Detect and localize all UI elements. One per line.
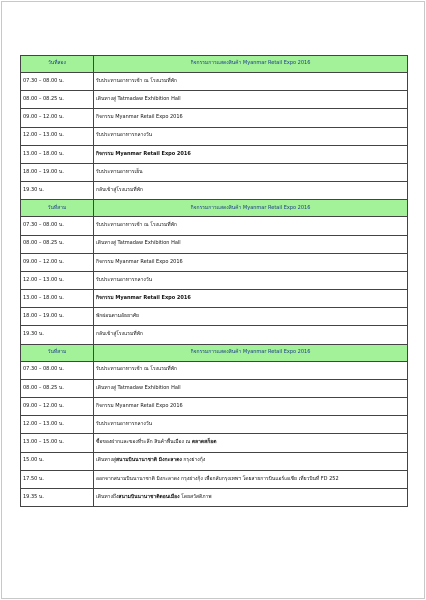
activity-cell (94, 127, 408, 145)
activity-text-after: โดยสวัสดิภาพ (179, 493, 212, 500)
schedule-row (21, 308, 408, 326)
activity-text: ซื้อของฝากและของที่ระลึก สินค้าพื้นเมือง ณ (96, 439, 192, 446)
schedule-row (21, 182, 408, 200)
schedule-row (21, 379, 408, 397)
schedule-row (21, 452, 408, 470)
time-cell: 12.00 – 13.00 น. (21, 271, 94, 289)
activity-text-after: กรุงย่างกุ้ง (181, 457, 206, 464)
activity-cell (94, 416, 408, 434)
schedule-row (21, 488, 408, 506)
activity-cell (94, 452, 408, 470)
day-label: วันที่สอง (21, 56, 94, 73)
schedule-row (21, 235, 408, 253)
time-cell: 19.30 น. (21, 182, 94, 200)
schedule-row (21, 163, 408, 181)
activity-text: เดินทางสู่ Tatmadaw Exhibition Hall (96, 384, 181, 391)
activity-cell (94, 217, 408, 235)
schedule-row (21, 91, 408, 109)
time-cell: 07.30 – 08.00 น. (21, 361, 94, 379)
schedule-table (20, 55, 408, 507)
activity-text: รับประทานอาหารเย็น (96, 168, 143, 175)
activity-text: เดินทางสู่ Tatmadaw Exhibition Hall (96, 240, 181, 247)
activity-cell (94, 290, 408, 308)
schedule-row (21, 361, 408, 379)
activity-highlight: สนามบินนานาชาติดอนเมือง (118, 493, 180, 500)
activity-text: เดินทางถึง (96, 493, 119, 500)
time-cell: 09.00 – 12.00 น. (21, 398, 94, 416)
activity-text: กิจกรรม Myanmar Retail Expo 2016 (96, 258, 183, 265)
time-cell: 17.50 น. (21, 470, 94, 488)
activity-text: พักผ่อนตามอัธยาศัย (96, 313, 139, 320)
activity-cell (94, 145, 408, 163)
activity-cell (94, 253, 408, 271)
activity-text: รับประทานอาหารเช้า ณ โรงแรมที่พัก (96, 366, 177, 373)
activity-cell (94, 91, 408, 109)
time-cell: 09.00 – 12.00 น. (21, 253, 94, 271)
activity-text: กลับเข้าสู่โรงแรมที่พัก (96, 186, 143, 193)
schedule-row (21, 145, 408, 163)
time-cell: 08.00 – 08.25 น. (21, 235, 94, 253)
schedule-row (21, 434, 408, 452)
activity-cell (94, 434, 408, 452)
time-cell: 08.00 – 08.25 น. (21, 91, 94, 109)
activity-text: รับประทานอาหารกลางวัน (96, 276, 153, 283)
time-cell: 13.00 – 15.00 น. (21, 434, 94, 452)
schedule-row (21, 271, 408, 289)
activity-highlight: สนามบินนานาชาติ มิงกะลาดง (115, 457, 182, 464)
time-cell: 07.30 – 08.00 น. (21, 217, 94, 235)
activity-text: กิจกรรม Myanmar Retail Expo 2016 (96, 114, 183, 121)
activity-highlight: กิจกรรม Myanmar Retail Expo 2016 (96, 294, 191, 301)
activity-cell (94, 235, 408, 253)
activity-cell (94, 109, 408, 127)
time-cell: 19.35 น. (21, 488, 94, 506)
schedule-row (21, 326, 408, 344)
activity-cell (94, 271, 408, 289)
time-cell: 18.00 – 19.00 น. (21, 308, 94, 326)
time-cell: 12.00 – 13.00 น. (21, 416, 94, 434)
activity-text: กิจกรรม Myanmar Retail Expo 2016 (96, 402, 183, 409)
activity-header: กิจกรรมการแสดงสินค้า Myanmar Retail Expo 2016 (94, 344, 408, 361)
activity-text: ออกจากสนามบินนานาชาติ มิงกะลาดง กรุงย่างกุ้ง เพื่อกลับกรุงเทพฯ โดยสายการบินแอร์เอเชีย เที่ยวบินที่ FD 252 (96, 475, 339, 482)
activity-cell (94, 361, 408, 379)
day-label: วันที่สาม (21, 344, 94, 361)
schedule-row (21, 290, 408, 308)
activity-cell (94, 326, 408, 344)
activity-highlight: ตลาดสก็อต (191, 439, 217, 446)
schedule-row (21, 398, 408, 416)
activity-cell (94, 379, 408, 397)
activity-highlight: กิจกรรม Myanmar Retail Expo 2016 (96, 150, 191, 157)
schedule-row (21, 109, 408, 127)
day-header-row (21, 56, 408, 73)
time-cell: 13.00 – 18.00 น. (21, 145, 94, 163)
activity-text: รับประทานอาหารเช้า ณ โรงแรมที่พัก (96, 77, 177, 84)
activity-text: รับประทานอาหารเช้า ณ โรงแรมที่พัก (96, 222, 177, 229)
activity-text: เดินทางสู่ Tatmadaw Exhibition Hall (96, 96, 181, 103)
activity-header: กิจกรรมการแสดงสินค้า Myanmar Retail Expo 2016 (94, 200, 408, 217)
time-cell: 13.00 – 18.00 น. (21, 290, 94, 308)
activity-cell (94, 308, 408, 326)
day-header-row (21, 344, 408, 361)
time-cell: 18.00 – 19.00 น. (21, 163, 94, 181)
schedule-row (21, 416, 408, 434)
schedule-row (21, 217, 408, 235)
activity-cell (94, 470, 408, 488)
schedule-row (21, 73, 408, 91)
activity-cell (94, 73, 408, 91)
activity-text: เดินทางสู่ (96, 457, 116, 464)
schedule-row (21, 127, 408, 145)
activity-text: รับประทานอาหารกลางวัน (96, 421, 153, 428)
time-cell: 07.30 – 08.00 น. (21, 73, 94, 91)
activity-cell (94, 182, 408, 200)
activity-cell (94, 488, 408, 506)
schedule-row (21, 253, 408, 271)
activity-cell (94, 163, 408, 181)
activity-text: รับประทานอาหารกลางวัน (96, 132, 153, 139)
time-cell: 08.00 – 08.25 น. (21, 379, 94, 397)
time-cell: 19.30 น. (21, 326, 94, 344)
time-cell: 12.00 – 13.00 น. (21, 127, 94, 145)
day-label: วันที่สาม (21, 200, 94, 217)
activity-header: กิจกรรมการแสดงสินค้า Myanmar Retail Expo 2016 (94, 56, 408, 73)
activity-cell (94, 398, 408, 416)
time-cell: 09.00 – 12.00 น. (21, 109, 94, 127)
schedule-row (21, 470, 408, 488)
time-cell: 15.00 น. (21, 452, 94, 470)
day-header-row (21, 200, 408, 217)
activity-text: กลับเข้าสู่โรงแรมที่พัก (96, 331, 143, 338)
